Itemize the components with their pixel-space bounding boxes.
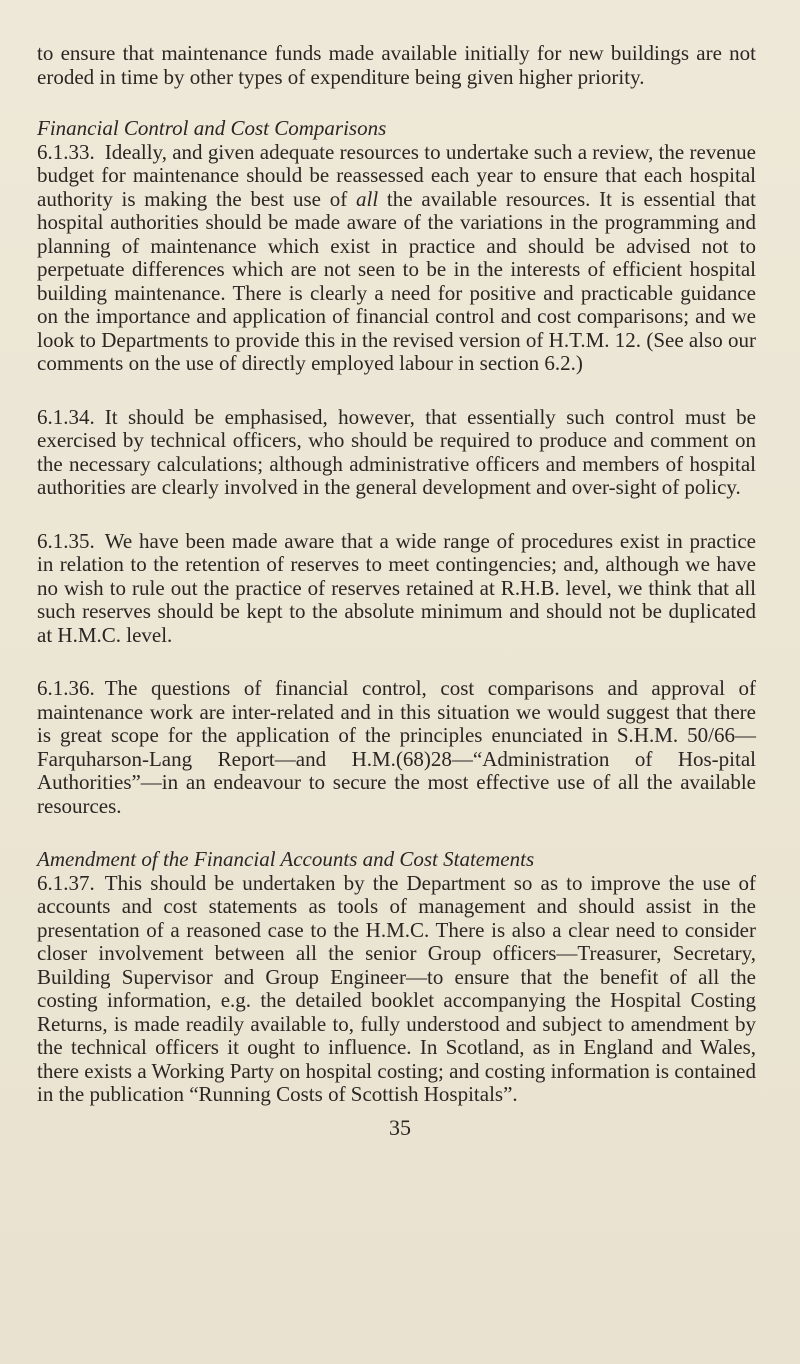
paragraph-text: It should be emphasised, however, that essentially such control must be exercised by technical officers, who should be required to produce and comment on the necessary calculations; although administrative officers and members of hospital authorities are clearly involved in the general development and over-sight of policy.: [37, 404, 756, 499]
paragraph-text: This should be undertaken by the Department so as to improve the use of accounts and cost statements as tools of management and should assist in the presentation of a reasoned case to the H.M.C. There is also a clear need to consider closer involvement between all the senior Group officers—Treasurer, Secretary, Building Supervisor and Group Engineer—to ensure that the benefit of all the costing information, e.g. the detailed booklet accompanying the Hospital Costing Returns, is made readily available to, fully understood and subject to amendment by the technical officers it ought to influence. In Scotland, as in England and Wales, there exists a Working Party on hospital costing; and costing information is contained in the publication “Running Costs of Scottish Hospitals”.: [37, 870, 756, 1106]
paragraph-6-1-33: [37, 141, 756, 376]
paragraph-number: 6.1.35.: [37, 528, 95, 553]
paragraph-6-1-36: [37, 677, 756, 818]
paragraph-text-continued: the available resources. It is essential that hospital authorities should be made aware of the variations in the programming and planning of maintenance which exist in practice and should be advised not to perpetuate differences which are not seen to be in the interests of efficient hospital building maintenance. There is clearly a need for positive and practicable guidance on the importance and application of financial control and cost comparisons; and we look to Departments to provide this in the revised version of H.T.M. 12. (See also our comments on the use of directly employed labour in section 6.2.): [37, 186, 756, 375]
paragraph-text: The questions of financial control, cost comparisons and approval of maintenance work are inter-related and in this situation we would suggest that there is great scope for the application of the principles enunciated in S.H.M. 50/66—Farquharson-Lang Report—and H.M.(68)28—“Administration of Hos-pital Authorities”—in an endeavour to secure the most effective use of all the available resources.: [37, 676, 756, 818]
paragraph-emphasis: all: [356, 186, 379, 211]
page-number: 35: [389, 1115, 411, 1140]
paragraph-number: 6.1.37.: [37, 870, 95, 895]
paragraph-text: Ideally, and given adequate resources to undertake such a review, the revenue budget for maintenance should be reassessed each year to ensure that each hospital authority is making the best use of: [37, 139, 756, 211]
paragraph-number: 6.1.33.: [37, 139, 95, 164]
paragraph-6-1-34: [37, 406, 756, 500]
paragraph-6-1-35: [37, 530, 756, 648]
intro-paragraph: to ensure that maintenance funds made available initially for new buildings are not eroded in time by other types of expenditure being given higher priority.: [37, 41, 756, 89]
paragraph-number: 6.1.34.: [37, 404, 95, 429]
paragraph-number: 6.1.36.: [37, 676, 95, 700]
paragraph-text: We have been made aware that a wide range of procedures exist in practice in relation to the retention of reserves to meet contingencies; and, although we have no wish to rule out the practice of reserves retained at R.H.B. level, we think that all such reserves should be kept to the absolute minimum and should not be duplicated at H.M.C. level.: [37, 528, 756, 647]
section-heading-financial-control: Financial Control and Cost Comparisons: [37, 116, 387, 140]
paragraph-6-1-37: [37, 872, 756, 1107]
section-heading-amendment: Amendment of the Financial Accounts and Cost Statements: [37, 847, 535, 871]
